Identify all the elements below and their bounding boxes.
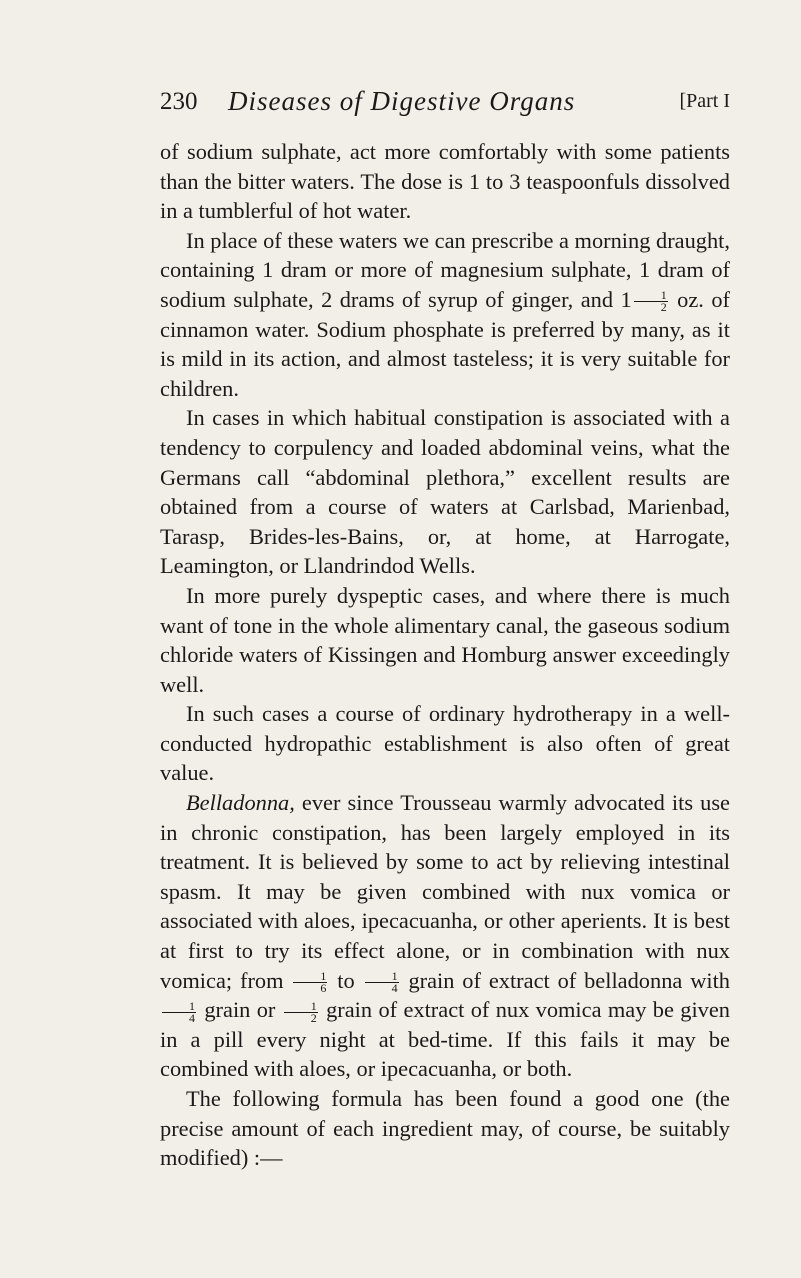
paragraph-6-text-c: grain of extract of belladonna with — [408, 967, 731, 993]
paragraph-7: The following formula has been found a good one (the precise amount of each ingredient may, of course, be suitably modified) :— — [160, 1086, 730, 1171]
chapter-title: Diseases of Digestive Organs — [228, 86, 576, 116]
paragraph-2 — [160, 226, 730, 404]
paragraph-2-text-b: oz. of cinnamon water. Sodium phosphate is preferred by many, as it is mild in its action, and almost tasteless; it is very suitable for children. — [160, 286, 730, 401]
paragraph-4: In more purely dyspeptic cases, and where there is much want of tone in the whole alimentary canal, the gaseous sodium chloride waters of Kissingen and Homburg answer exceedingly well. — [160, 582, 730, 697]
belladonna-term: Belladonna, — [186, 790, 295, 816]
paragraph-6-text-e: grain of extract of nux vomica may be given in a pill every night at bed-time. If this fails it may be combined with aloes, or ipecacuanha, or both. — [160, 997, 730, 1082]
fraction-half: $\frac{1}{2}$ — [634, 290, 668, 313]
fraction-sixth: $\frac{1}{6}$ — [293, 971, 327, 994]
paragraph-5: In such cases a course of ordinary hydrotherapy in a well-conducted hydropathic establishment is also often of great value. — [160, 701, 730, 786]
fraction-quarter-2: $\frac{1}{4}$ — [162, 1001, 196, 1024]
paragraph-6-text-d: grain or — [204, 997, 276, 1023]
fraction-half-2: $\frac{1}{2}$ — [284, 1001, 318, 1024]
paragraph-1: of sodium sulphate, act more comfortably with some patients than the bitter waters. The dose is 1 to 3 teaspoonfuls dissolved in a tumblerful of hot water. — [160, 139, 730, 224]
paragraph-6-text-b: to — [337, 967, 355, 993]
body-text — [160, 137, 730, 1173]
part-label: [Part I — [679, 90, 730, 112]
fraction-quarter-1: $\frac{1}{4}$ — [365, 971, 399, 994]
paragraph-6-text-a: ever since Trousseau warmly advocated its use in chronic constipation, has been largely employed in its treatment. It is believed by some to act by relieving intestinal spasm. It may be given combined with nux vomica or associated with aloes, ipecacuanha, or other aperients. It is best at first to try its effect alone, or in combination with nux vomica; from — [160, 790, 730, 993]
paragraph-6 — [160, 788, 730, 1084]
page-number: 230 — [160, 88, 198, 115]
running-header — [160, 88, 730, 122]
paragraph-2-text-a: In place of these waters we can prescribe a morning draught, containing 1 dram or more of magnesium sulphate, 1 dram of sodium sulphate, 2 drams of syrup of ginger, and 1 — [160, 227, 730, 312]
paragraph-3: In cases in which habitual constipation is associated with a tendency to corpulency and loaded abdominal veins, what the Germans call “abdominal plethora,” excellent results are obtained from a course of waters at Carlsbad, Marienbad, Tarasp, Brides-les-Bains, or, at home, at Harrogate, Leamington, or Llandrindod Wells. — [160, 405, 730, 579]
